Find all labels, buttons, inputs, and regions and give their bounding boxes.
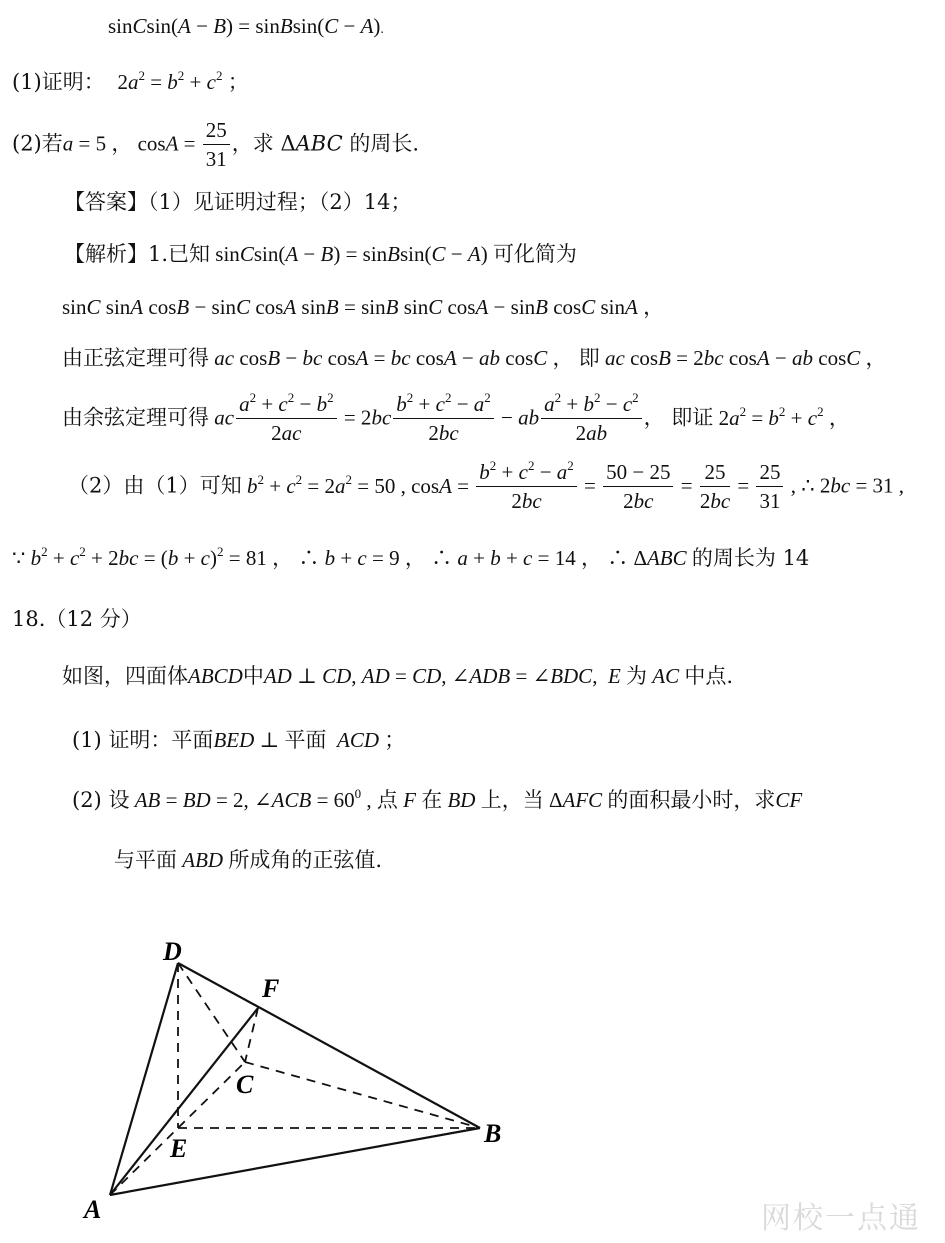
edge-DB — [178, 963, 480, 1128]
label-F: F — [262, 974, 280, 1003]
label-E: E — [170, 1134, 188, 1163]
label-D: D — [163, 937, 182, 966]
edge-CB — [245, 1062, 480, 1128]
problem17-part1: (1)证明： $2a^2 = b^2 + c^2$ ； — [12, 68, 249, 94]
problem18-part1: (1) 证明：平面BED ⊥ 平面 ACD ； — [72, 728, 406, 752]
problem18-stem: 如图，四面体ABCD中AD ⊥ CD, AD = CD, ∠ADB = ∠BDC, E 为 AC 中点. — [62, 664, 734, 688]
edge-AB — [110, 1128, 480, 1195]
part1-label: (1)证明： — [12, 70, 105, 94]
label-B: B — [484, 1119, 502, 1148]
problem17-condition: sinCsin(A − B) = sinBsin(C − A). — [108, 14, 384, 38]
analysis-law-sines: 由正弦定理可得 ac cosB − bc cosA = bc cosA − ab cosC ， 即 ac cosB = 2bc cosA − ab cosC ， — [62, 346, 887, 370]
analysis-law-cosines: 由余弦定理可得 ac $\frac{a^2 + c^2 - b^2}{2ac}$ = 2bc $\frac{b^2 + c^2 - a^2}{2bc}$ − ab $\frac{a^2 + b^2 - c^2}{2ab}$ ， 即证 $2a^2 = b^2 + c^2$ ， — [62, 390, 850, 446]
problem18-number: 18.（12 分） — [12, 607, 142, 631]
analysis-intro: 【解析】1.已知 sinCsin(A − B) = sinBsin(C − A) 可化简为 — [64, 242, 577, 266]
edge-AF — [110, 1008, 258, 1195]
problem18-part2: (2) 设 AB = BD = 2, ∠ACB = $60^0$ , 点 F 在 BD 上，当 ΔAFC 的面积最小时，求CF — [72, 786, 803, 812]
analysis-part2: （2）由（1）可知 $b^2 + c^2 = 2a^2 = 50$ , cosA = $\frac{b^2 + c^2 - a^2}{2bc}$ = $\frac{50 - 25}{2bc}$ = $\frac{25}{2bc}$ = $\frac{25}{31}$ , ∴ 2bc = 31 , — [68, 458, 905, 514]
label-C: C — [236, 1070, 254, 1099]
problem18-part2-line2: 与平面 ABD 所成角的正弦值. — [114, 848, 383, 872]
answer-text: （1）见证明过程；（2）14； — [148, 190, 412, 214]
analysis-final: ∵ $b^2 + c^2 + 2bc = (b + c)^2 = 81$ ， ∴ b + c = 9 ， ∴ a + b + c = 14 ， ∴ ΔABC 的周长为 14 — [12, 544, 810, 570]
edge-DC — [178, 963, 245, 1062]
part2-label: (2)若 — [12, 131, 63, 156]
problem17-part2: (2)若a = 5 ， cosA = $\frac{25}{31}$ ，求 ΔABC 的周长. — [12, 118, 420, 172]
analysis-expanded: sinC sinA cosB − sinC cosA sinB = sinB sinC cosA − sinB cosC sinA ， — [62, 295, 665, 319]
label-A: A — [84, 1195, 102, 1224]
analysis-label: 【解析】 — [64, 242, 148, 266]
edge-DA — [110, 963, 178, 1195]
answer-label: 【答案】 — [64, 190, 148, 214]
watermark: 网校一点通 — [761, 1201, 921, 1236]
